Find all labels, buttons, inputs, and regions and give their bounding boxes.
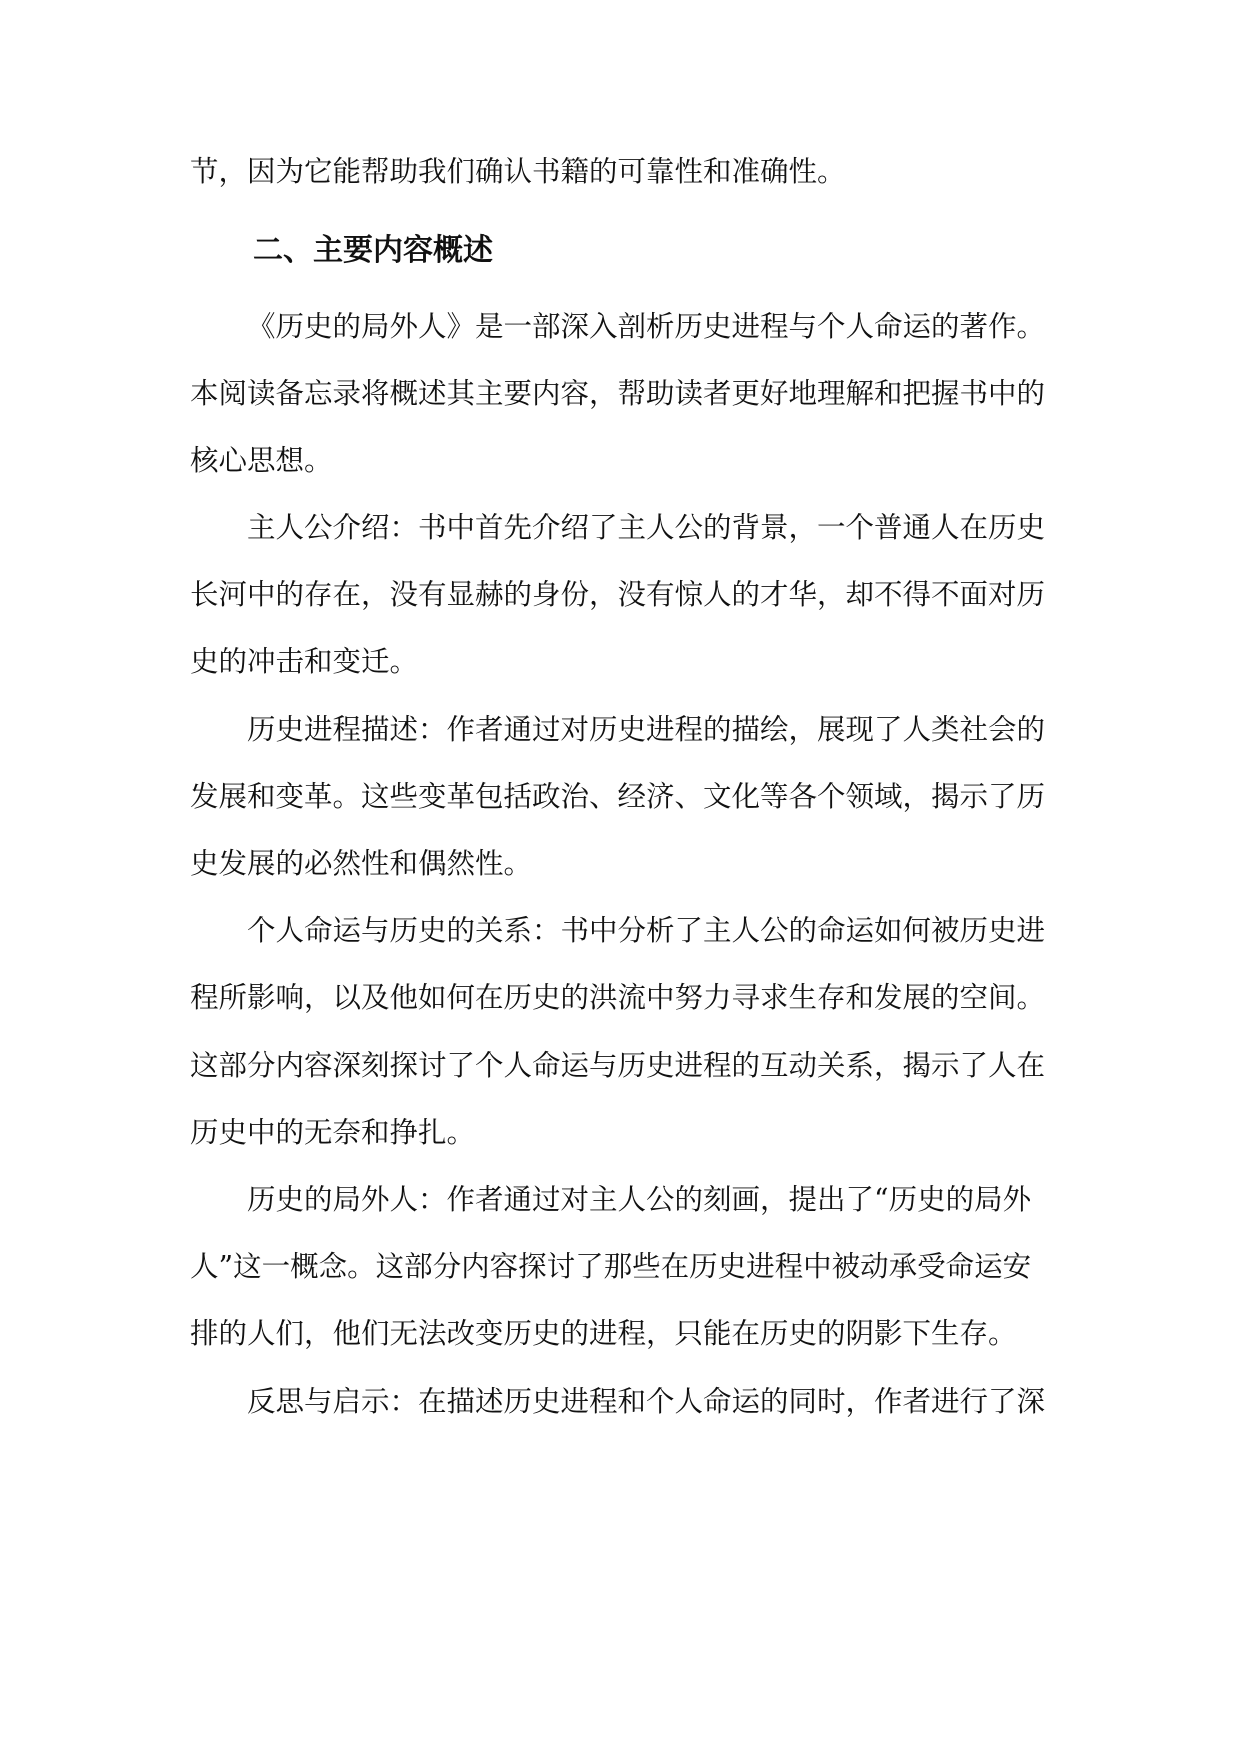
body-text-line: 发展和变革。这些变革包括政治、经济、文化等各个领域，揭示了历 bbox=[190, 780, 1046, 813]
body-text-line: 这部分内容深刻探讨了个人命运与历史进程的互动关系，揭示了人在 bbox=[190, 1049, 1046, 1082]
body-text-line: 核心思想。 bbox=[190, 444, 333, 477]
section-heading: 二、主要内容概述 bbox=[253, 233, 493, 268]
body-text-line: 历史中的无奈和挣扎。 bbox=[190, 1116, 476, 1149]
body-text-line: 史的冲击和变迁。 bbox=[190, 645, 419, 678]
body-text-line: 本阅读备忘录将概述其主要内容，帮助读者更好地理解和把握书中的 bbox=[190, 377, 1046, 410]
body-text-line: 史发展的必然性和偶然性。 bbox=[190, 847, 533, 880]
body-text-line: 个人命运与历史的关系：书中分析了主人公的命运如何被历史进 bbox=[247, 914, 1046, 947]
body-text-line: 节，因为它能帮助我们确认书籍的可靠性和准确性。 bbox=[190, 155, 846, 188]
body-text-line: 程所影响，以及他如何在历史的洪流中努力寻求生存和发展的空间。 bbox=[190, 981, 1046, 1014]
body-text-line: 历史进程描述：作者通过对历史进程的描绘，展现了人类社会的 bbox=[247, 713, 1046, 746]
body-text-line: 人”这一概念。这部分内容探讨了那些在历史进程中被动承受命运安 bbox=[190, 1250, 1032, 1283]
body-text-line: 《历史的局外人》是一部深入剖析历史进程与个人命运的著作。 bbox=[247, 310, 1046, 343]
body-text-line: 排的人们，他们无法改变历史的进程，只能在历史的阴影下生存。 bbox=[190, 1317, 1017, 1350]
body-text-line: 长河中的存在，没有显赫的身份，没有惊人的才华，却不得不面对历 bbox=[190, 578, 1046, 611]
body-text-line: 历史的局外人：作者通过对主人公的刻画，提出了“历史的局外 bbox=[247, 1183, 1032, 1216]
body-text-line: 主人公介绍：书中首先介绍了主人公的背景，一个普通人在历史 bbox=[247, 511, 1046, 544]
body-text-line: 反思与启示：在描述历史进程和个人命运的同时，作者进行了深 bbox=[247, 1385, 1046, 1418]
